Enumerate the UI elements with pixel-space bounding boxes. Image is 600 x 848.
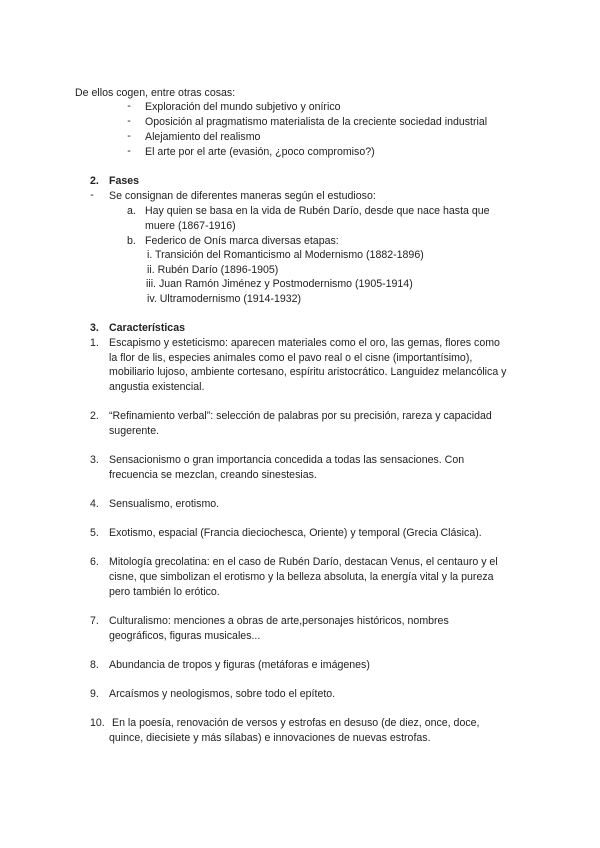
item-7-line-1: Culturalismo: menciones a obras de arte,personajes históricos, nombres: [109, 615, 449, 627]
fases-b-marker: b.: [127, 235, 136, 247]
item-number: 5.: [90, 527, 99, 539]
fases-b-text: Federico de Onís marca diversas etapas:: [145, 235, 339, 247]
dash-bullet: -: [127, 130, 131, 142]
item-6-line-2: cisne, que simbolizan el erotismo y la belleza absoluta, la energía vital y la pureza: [109, 571, 494, 583]
item-1-line-1: Escapismo y esteticismo: aparecen materiales como el oro, las gemas, flores como: [109, 337, 500, 349]
dash-bullet: -: [127, 145, 131, 157]
item-1-line-2: la flor de lis, especies animales como el pavo real o el cisne (importantísimo),: [109, 352, 473, 364]
dash-bullet: -: [127, 115, 131, 127]
item-7-line-2: geográficos, figuras musicales...: [109, 630, 261, 642]
item-number: 6.: [90, 556, 99, 568]
item-10-line-2: quince, diecisiete y más sílabas) e innovaciones de nuevas estrofas.: [109, 732, 431, 744]
item-number: 10.: [90, 717, 105, 729]
item-3-line-2: frecuencia se mezclan, creando sinestesias.: [109, 469, 317, 481]
item-2-line-1: “Refinamiento verbal”: selección de palabras por su precisión, rareza y capacidad: [109, 410, 492, 422]
fases-b-item-3: iii. Juan Ramón Jiménez y Postmodernismo (1905-1914): [146, 278, 413, 290]
item-number: 8.: [90, 659, 99, 671]
item-number: 9.: [90, 688, 99, 700]
item-8-line-1: Abundancia de tropos y figuras (metáforas e imágenes): [109, 659, 370, 671]
item-number: 2.: [90, 410, 99, 422]
item-5-line-1: Exotismo, espacial (Francia dieciochesca, Oriente) y temporal (Grecia Clásica).: [109, 527, 482, 539]
section-number: 2.: [90, 175, 99, 187]
item-6-line-1: Mitología grecolatina: en el caso de Rubén Darío, destacan Venus, el centauro y el: [109, 556, 498, 568]
intro-bullet-3: Alejamiento del realismo: [145, 131, 261, 143]
fases-lead: Se consignan de diferentes maneras según el estudioso:: [109, 190, 376, 202]
item-2-line-2: sugerente.: [109, 425, 160, 437]
item-10-line-1: En la poesía, renovación de versos y estrofas en desuso (de diez, once, doce,: [112, 717, 480, 729]
dash-bullet: -: [127, 100, 131, 112]
fases-a-line-1: Hay quien se basa en la vida de Rubén Darío, desde que nace hasta que: [145, 205, 490, 217]
item-number: 4.: [90, 498, 99, 510]
section-title-caracteristicas: Características: [109, 322, 185, 334]
item-1-line-4: angustia existencial.: [109, 381, 205, 393]
fases-a-marker: a.: [127, 205, 136, 217]
intro-bullet-4: El arte por el arte (evasión, ¿poco compromiso?): [145, 146, 375, 158]
item-number: 3.: [90, 454, 99, 466]
item-6-line-3: pero también lo erótico.: [109, 586, 220, 598]
dash-bullet: -: [90, 189, 94, 201]
fases-a-line-2: muere (1867-1916): [145, 220, 236, 232]
section-title-fases: Fases: [109, 175, 140, 187]
item-3-line-1: Sensacionismo o gran importancia concedida a todas las sensaciones. Con: [109, 454, 465, 466]
fases-b-item-4: iv. Ultramodernismo (1914-1932): [147, 293, 302, 305]
item-number: 1.: [90, 337, 99, 349]
intro-bullet-1: Exploración del mundo subjetivo y onírico: [145, 101, 341, 113]
item-1-line-3: mobiliario lujoso, ambiente cortesano, espíritu aristocrático. Languidez melancólica y: [109, 366, 507, 378]
fases-b-item-1: i. Transición del Romanticismo al Modernismo (1882-1896): [147, 249, 424, 261]
item-number: 7.: [90, 615, 99, 627]
intro-text: De ellos cogen, entre otras cosas:: [75, 87, 236, 99]
intro-bullet-2: Oposición al pragmatismo materialista de la creciente sociedad industrial: [145, 116, 488, 128]
item-9-line-1: Arcaísmos y neologismos, sobre todo el epíteto.: [109, 688, 336, 700]
fases-b-item-2: ii. Rubén Darío (1896-1905): [147, 264, 279, 276]
item-4-line-1: Sensualismo, erotismo.: [109, 498, 220, 510]
section-number: 3.: [90, 322, 99, 334]
